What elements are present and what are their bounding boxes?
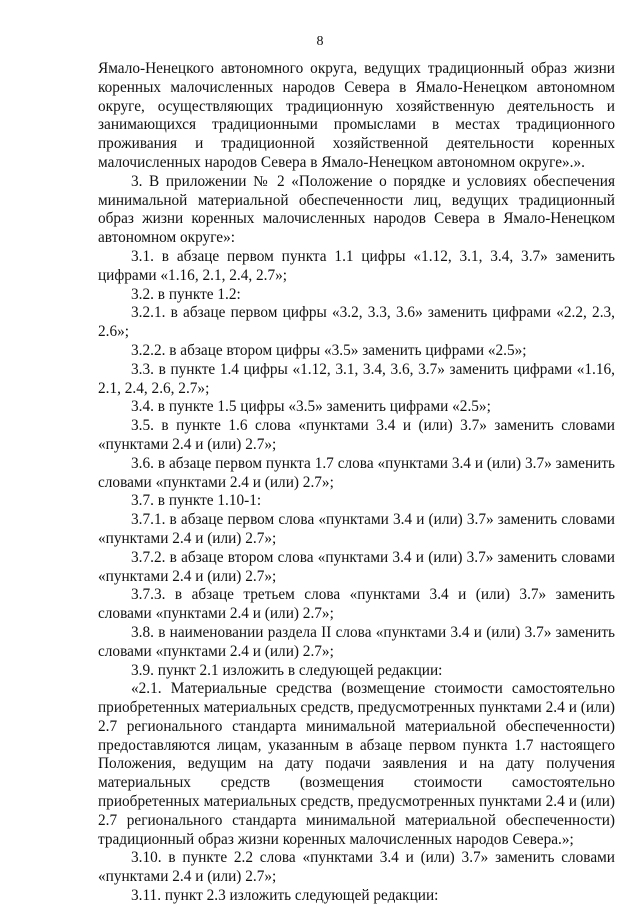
paragraph-item-3-7-2: 3.7.2. в абзаце втором слова «пунктами 3.4 и (или) 3.7» заменить словами «пунктами 2.4 и (или) 2.7»; [98, 548, 615, 585]
paragraph-item-3-5: 3.5. в пункте 1.6 слова «пунктами 3.4 и (или) 3.7» заменить словами «пунктами 2.4 и (или) 2.7»; [98, 417, 615, 453]
paragraph-continuation: Ямало-Ненецкого автономного округа, ведущих традиционный образ жизни коренных малочисленных народов Севера в Ямало-Ненецком автономном округе, осуществляющих традиционную хозяйственную деятельность и занимающихся традиционными промыслами в местах традиционного проживания и традиционной хозяйственной деятельности коренных малочисленных народов Севера в Ямало-Ненецком автономном округе».». [98, 60, 615, 171]
paragraph-item-3-6: 3.6. в абзаце первом пункта 1.7 слова «пунктами 3.4 и (или) 3.7» заменить словами «пунктами 2.4 и (или) 2.7»; [98, 454, 615, 491]
paragraph-quoted-2-1: «2.1. Материальные средства (возмещение стоимости самостоятельно приобретенных материальных средств, предусмотренных пунктами 2.4 и (или) 2.7 регионального стандарта минимальной материальной обеспеченности) предоставляются лицам, указанным в абзаце первом пункта 1.7 настоящего Положения, ведущим на дату подачи заявления и на дату получения материальных средств (возмещения стоимости самостоятельно приобретенных материальных средств, предусмотренных пунктами 2.4 и (или) 2.7 регионального стандарта минимальной материальной обеспеченности) традиционный образ жизни коренных малочисленных народов Севера.»; [98, 680, 615, 848]
paragraph-item-3-7-1: 3.7.1. в абзаце первом слова «пунктами 3.4 и (или) 3.7» заменить словами «пунктами 2.4 и (или) 2.7»; [98, 511, 615, 547]
paragraph-item-3: 3. В приложении № 2 «Положение о порядке и условиях обеспечения минимальной материальной обеспеченности лиц, ведущих традиционный образ жизни коренных малочисленных народов Севера в Ямало-Ненецком автономном округе»: [98, 172, 615, 247]
paragraph-item-3-11: 3.11. пункт 2.3 изложить следующей редакции: [131, 887, 439, 905]
paragraph-item-3-10: 3.10. в пункте 2.2 слова «пунктами 3.4 и (или) 3.7» заменить словами «пунктами 2.4 и (или) 2.7»; [98, 849, 615, 886]
paragraph-item-3-7: 3.7. в пункте 1.10-1: [131, 492, 262, 510]
paragraph-item-3-3: 3.3. в пункте 1.4 цифры «1.12, 3.1, 3.4, 3.6, 3.7» заменить цифрами «1.16, 2.1, 2.4, 2.6, 2.7»; [98, 360, 615, 397]
paragraph-item-3-1: 3.1. в абзаце первом пункта 1.1 цифры «1.12, 3.1, 3.4, 3.7» заменить цифрами «1.16, 2.1, 2.4, 2.7»; [98, 247, 615, 284]
paragraph-item-3-7-3: 3.7.3. в абзаце третьем слова «пунктами 3.4 и (или) 3.7» заменить словами «пунктами 2.4 и (или) 2.7»; [98, 586, 615, 623]
paragraph-item-3-2-1: 3.2.1. в абзаце первом цифры «3.2, 3.3, 3.6» заменить цифрами «2.2, 2.3, 2.6»; [98, 304, 615, 341]
paragraph-item-3-8: 3.8. в наименовании раздела II слова «пунктами 3.4 и (или) 3.7» заменить словами «пунктами 2.4 и (или) 2.7»; [98, 623, 615, 660]
paragraph-item-3-9: 3.9. пункт 2.1 изложить в следующей редакции: [131, 661, 443, 679]
document-body [98, 60, 615, 906]
paragraph-item-3-4: 3.4. в пункте 1.5 цифры «3.5» заменить цифрами «2.5»; [131, 398, 491, 416]
page-number: 8 [316, 34, 324, 49]
paragraph-item-3-2: 3.2. в пункте 1.2: [131, 285, 241, 303]
paragraph-item-3-2-2: 3.2.2. в абзаце втором цифры «3.5» заменить цифрами «2.5»; [131, 341, 527, 359]
